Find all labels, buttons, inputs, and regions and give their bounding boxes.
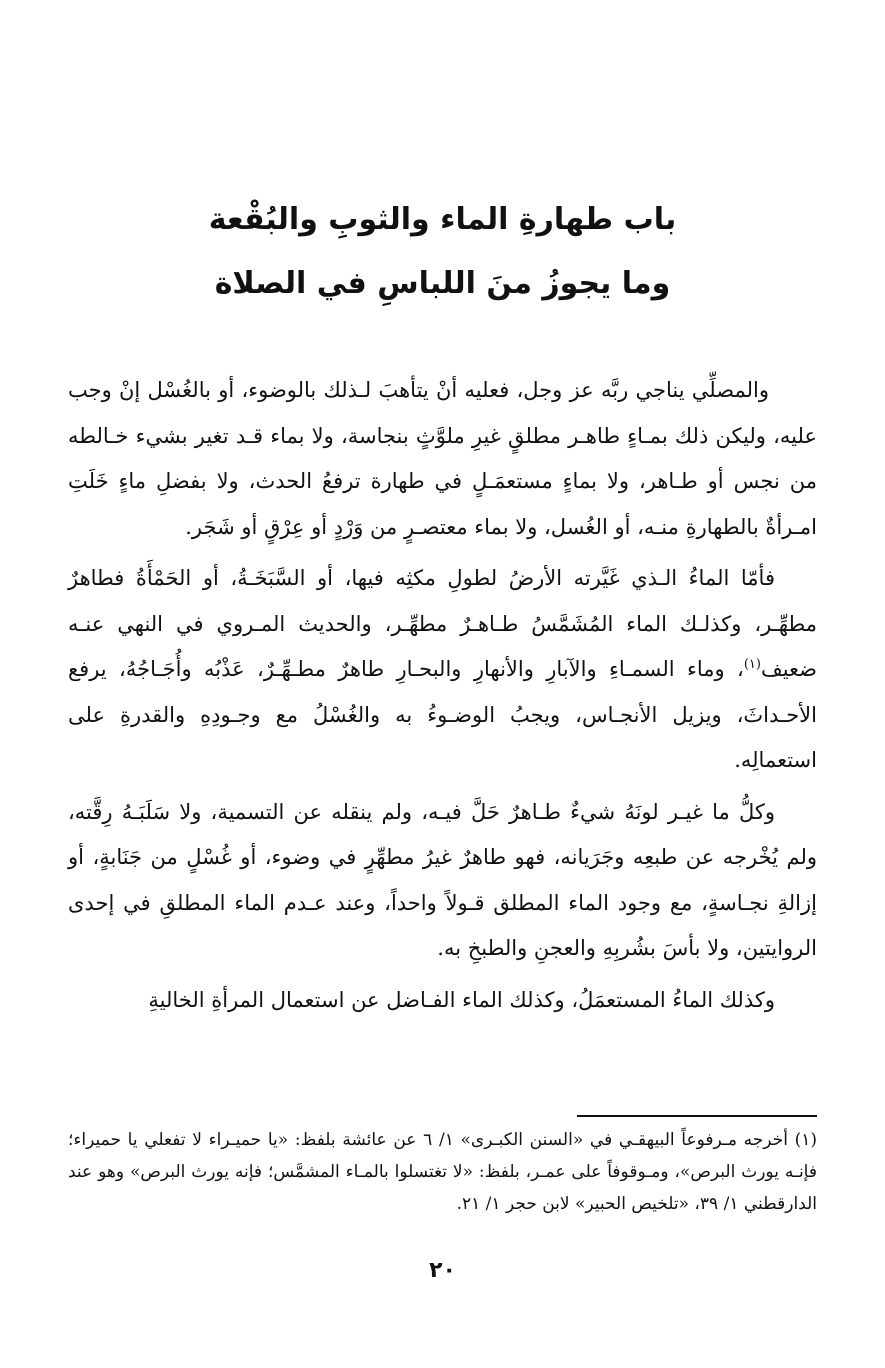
paragraph-2 [68, 556, 817, 784]
paragraph-4-text: وكذلك الماءُ المستعمَلُ، وكذلك الماء الفـاضل عن استعمال المرأةِ الخاليةِ [148, 987, 775, 1012]
chapter-title-line-2: وما يجوزُ منَ اللباسِ في الصلاة [214, 266, 671, 301]
paragraph-3 [68, 790, 817, 972]
page-number: ٢٠ [429, 1258, 456, 1283]
footnote-separator [577, 1115, 817, 1117]
paragraph-4 [68, 978, 817, 1024]
footnotes [68, 1124, 817, 1220]
body-text [68, 368, 817, 1029]
paragraph-3-text: وكلُّ ما غيـر لونَهُ شيءٌ طـاهرٌ حَلَّ فيـه، ولم ينقله عن التسمية، ولا سَلَبَـهُ رِقَّته، ولم يُخْرجه عن طبعِه وجَرَيانه، فهو طاهرٌ غيرُ مطهِّرٍ في وضوء، أو غُسْلٍ من جَنَابةٍ، أو إزالةِ نجـاسةٍ، مع وجود الماء المطلق قـولاً واحداً، وعند عـدم الماء المطلقِ في إحدى الروايتين، ولا بأسَ بشُربِهِ والعجنِ والطبخِ به. [68, 799, 817, 960]
chapter-title [60, 188, 825, 316]
paragraph-1 [68, 368, 817, 550]
footnote-reference: (١) [743, 657, 761, 672]
footnote-1: (١) أخرجه مـرفوعاً البيهقـي في «السنن الكبـرى» ١/ ٦ عن عائشة بلفظ: «يا حميـراء لا تفعلي يا حميراء؛ فإنـه يورث البرص»، ومـوقوفاً على عمـر، بلفظ: «لا تغتسلوا بالمـاء المشمَّس؛ فإنه يورث البرص» وهو عند الدارقطني ١/ ٣٩، «تلخيص الحبير» لابن حجر ١/ ٢١. [68, 1130, 818, 1214]
paragraph-2-text: فأمّا الماءُ الـذي غَيَّرته الأرضُ لطولِ مكثِه فيها، أو السَّبَخَـةُ، أو الحَمْأَةُ فطاهرٌ مطهِّـر، وكذلـك الماء المُشَمَّسُ طـاهـرٌ مطهِّـر، والحديث المـروي في النهي عنـه ضعيف [68, 566, 817, 681]
paragraph-2-text-continued: ، وماء السمـاءِ والآبارِ والأنهارِ والبحـارِ طاهرٌ مطـهِّـرٌ، عَذْبُه وأُجَـاجُهُ، يرفع الأحـداثَ، ويزيل الأنجـاس، ويجبُ الوضـوءُ به والغُسْلُ مع وجـودِهِ والقدرةِ على استعمالِه. [68, 657, 817, 772]
chapter-title-line-1: باب طهارةِ الماء والثوبِ والبُقْعة [208, 202, 677, 237]
paragraph-1-text: والمصلِّي يناجي ربَّه عز وجل، فعليه أنْ يتأهبَ لـذلك بالوضوء، أو بالغُسْل إنْ وجب عليه، وليكن ذلك بمـاءٍ طاهـر مطلقٍ غيرِ ملوَّثٍ بنجاسة، ولا بماء قـد تغير بشيء خـالطه من نجس أو طـاهر، ولا بماءٍ مستعمَـلٍ في طهارة ترفعُ الحدث، ولا بفضلِ ماءٍ خَلَتِ امـرأةٌ بالطهارةِ منـه، أو الغُسل، ولا بماء معتصـرٍ من وَرْدٍ أو عِرْقٍ أو شَجَر. [68, 378, 817, 539]
